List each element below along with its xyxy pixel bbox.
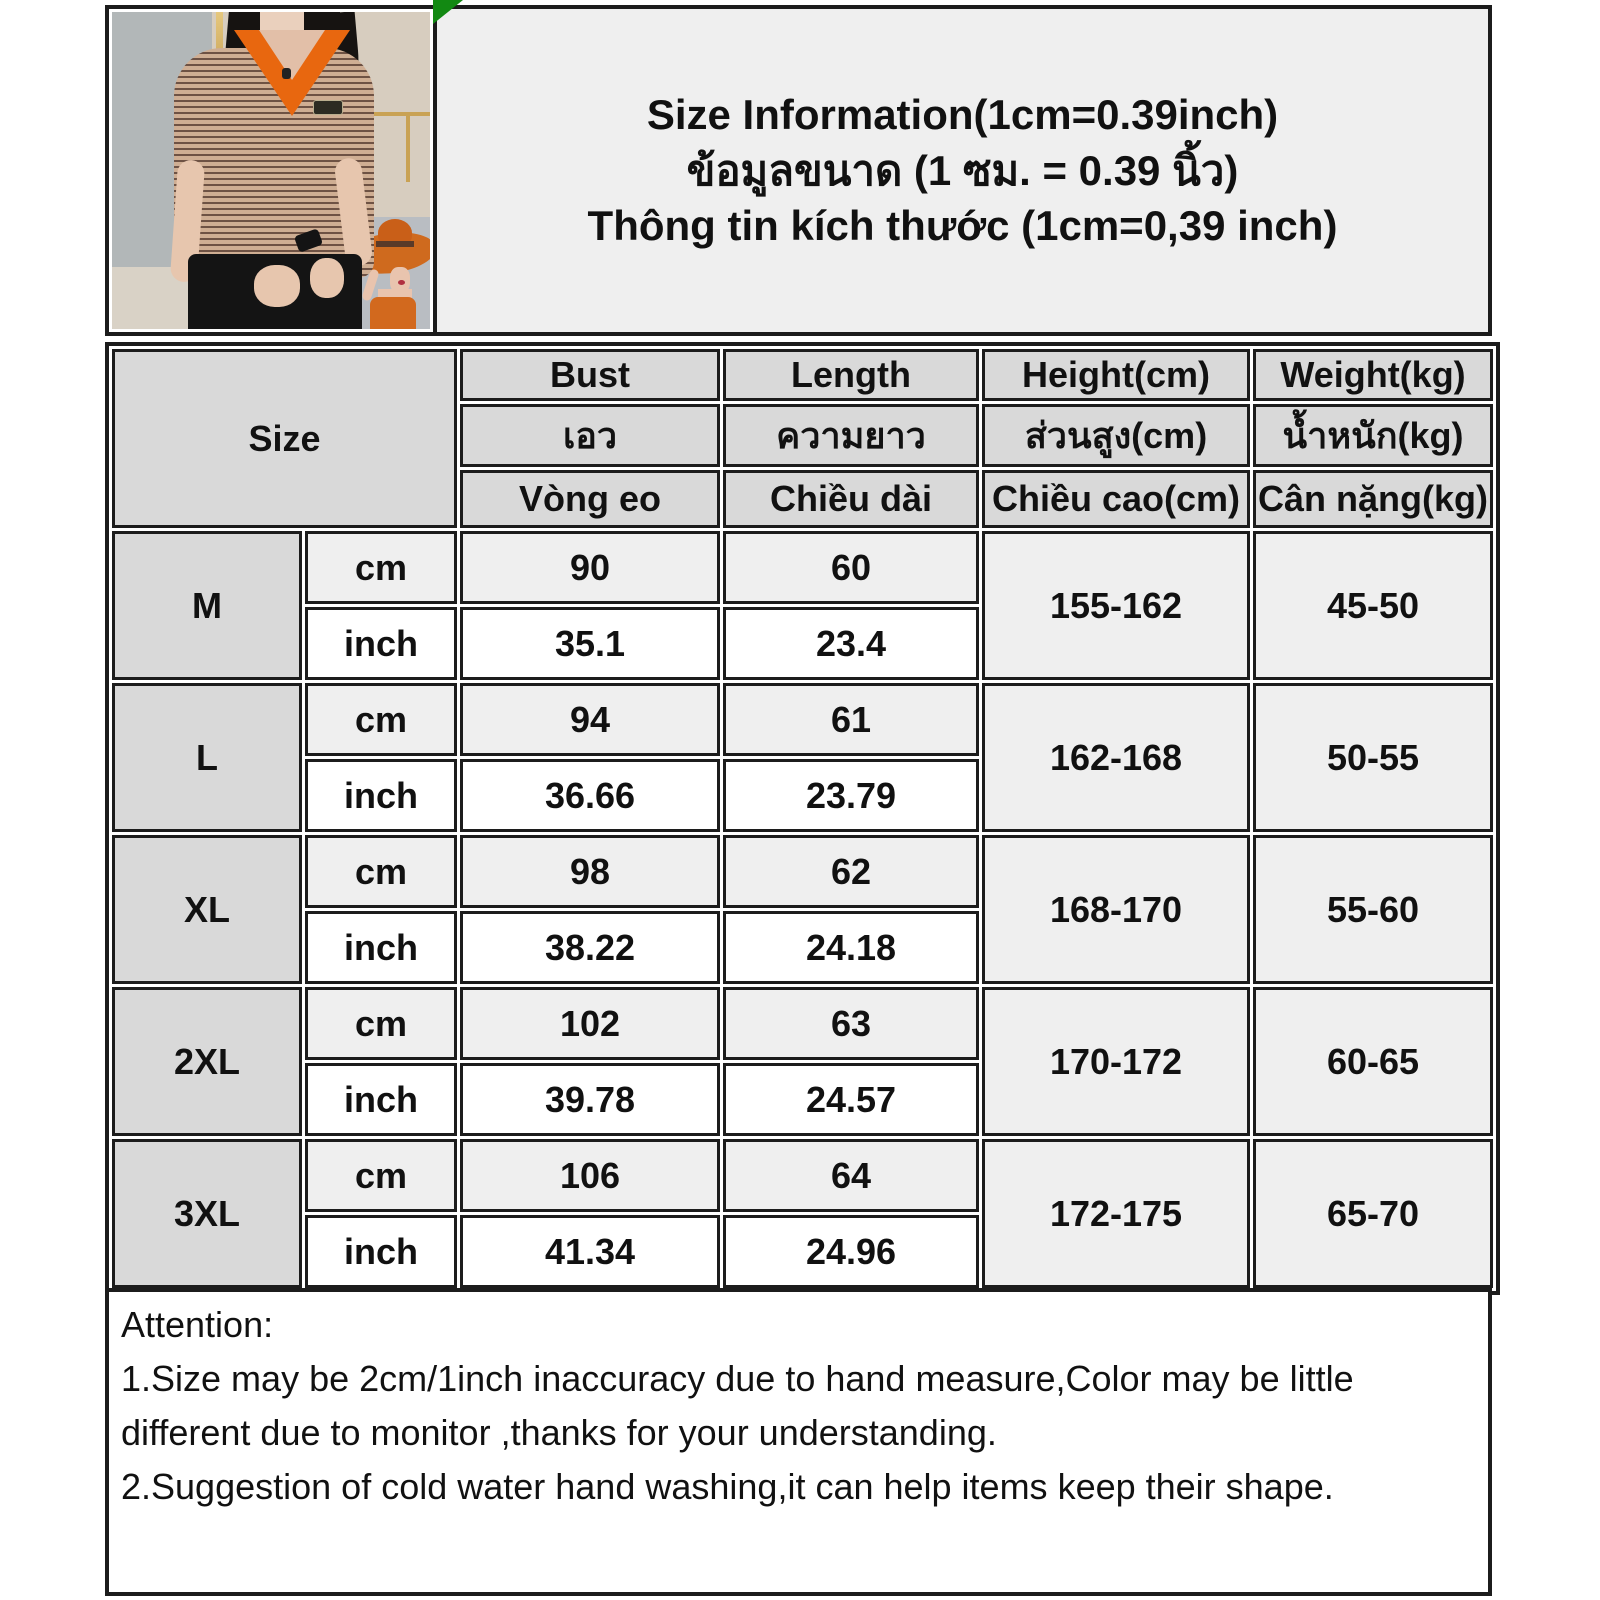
col-header-height-en: Height(cm) xyxy=(982,349,1250,401)
weight-range-value: 60-65 xyxy=(1253,987,1493,1136)
unit-label-cm: cm xyxy=(305,835,457,908)
length-cm-value: 60 xyxy=(723,531,979,604)
col-header-weight-th: น้ำหนัก(kg) xyxy=(1253,404,1493,467)
attention-heading: Attention: xyxy=(121,1304,274,1345)
bust-inch-value: 36.66 xyxy=(460,759,720,832)
height-range-value: 168-170 xyxy=(982,835,1250,984)
unit-label-inch: inch xyxy=(305,1063,457,1136)
gold-trim-line xyxy=(406,112,410,182)
height-range-value: 155-162 xyxy=(982,531,1250,680)
attention-notes xyxy=(105,1288,1492,1596)
unit-label-cm: cm xyxy=(305,1139,457,1212)
weight-range-value: 65-70 xyxy=(1253,1139,1493,1288)
attention-note-1: 1.Size may be 2cm/1inch inaccuracy due to hand measure,Color may be little different due to monitor ,thanks for your understanding. xyxy=(121,1358,1354,1453)
bust-cm-value: 106 xyxy=(460,1139,720,1212)
size-label-m: M xyxy=(112,531,302,680)
product-photo xyxy=(105,5,437,336)
col-header-height-vi: Chiều cao(cm) xyxy=(982,470,1250,528)
unit-label-cm: cm xyxy=(305,531,457,604)
length-cm-value: 63 xyxy=(723,987,979,1060)
size-information-header xyxy=(433,5,1492,336)
size-label-l: L xyxy=(112,683,302,832)
length-inch-value: 23.4 xyxy=(723,607,979,680)
title-english: Size Information(1cm=0.39inch) xyxy=(646,91,1279,139)
bust-inch-value: 41.34 xyxy=(460,1215,720,1288)
col-header-bust-en: Bust xyxy=(460,349,720,401)
length-inch-value: 24.18 xyxy=(723,911,979,984)
length-cm-value: 62 xyxy=(723,835,979,908)
poster-dress xyxy=(370,297,416,329)
product-photo-illustration xyxy=(112,12,430,329)
height-range-value: 172-175 xyxy=(982,1139,1250,1288)
size-label-2xl: 2XL xyxy=(112,987,302,1136)
weight-range-value: 45-50 xyxy=(1253,531,1493,680)
length-cm-value: 61 xyxy=(723,683,979,756)
length-inch-value: 24.96 xyxy=(723,1215,979,1288)
bust-inch-value: 39.78 xyxy=(460,1063,720,1136)
bust-cm-value: 90 xyxy=(460,531,720,604)
unit-label-inch: inch xyxy=(305,607,457,680)
col-header-bust-th: เอว xyxy=(460,404,720,467)
model-hand xyxy=(310,258,344,298)
bust-cm-value: 102 xyxy=(460,987,720,1060)
col-header-bust-vi: Vòng eo xyxy=(460,470,720,528)
bust-cm-value: 98 xyxy=(460,835,720,908)
unit-label-inch: inch xyxy=(305,1215,457,1288)
model-hand xyxy=(254,265,300,307)
col-header-length-th: ความยาว xyxy=(723,404,979,467)
size-corner-header: Size xyxy=(112,349,457,528)
col-header-length-en: Length xyxy=(723,349,979,401)
col-header-length-vi: Chiều dài xyxy=(723,470,979,528)
bust-cm-value: 94 xyxy=(460,683,720,756)
col-header-weight-vi: Cân nặng(kg) xyxy=(1253,470,1493,528)
height-range-value: 162-168 xyxy=(982,683,1250,832)
attention-note-2: 2.Suggestion of cold water hand washing,it can help items keep their shape. xyxy=(121,1466,1334,1507)
size-chart-table xyxy=(105,342,1500,1295)
col-header-weight-en: Weight(kg) xyxy=(1253,349,1493,401)
green-corner-marker-icon xyxy=(433,0,463,24)
unit-label-cm: cm xyxy=(305,683,457,756)
length-cm-value: 64 xyxy=(723,1139,979,1212)
bust-inch-value: 35.1 xyxy=(460,607,720,680)
height-range-value: 170-172 xyxy=(982,987,1250,1136)
col-header-height-th: ส่วนสูง(cm) xyxy=(982,404,1250,467)
title-vietnamese: Thông tin kích thước (1cm=0,39 inch) xyxy=(587,202,1338,250)
unit-label-inch: inch xyxy=(305,759,457,832)
weight-range-value: 55-60 xyxy=(1253,835,1493,984)
length-inch-value: 23.79 xyxy=(723,759,979,832)
poster-hat-band xyxy=(376,241,414,247)
size-label-3xl: 3XL xyxy=(112,1139,302,1288)
length-inch-value: 24.57 xyxy=(723,1063,979,1136)
chest-label xyxy=(313,100,343,115)
unit-label-cm: cm xyxy=(305,987,457,1060)
title-thai: ข้อมูลขนาด (1 ซม. = 0.39 นิ้ว) xyxy=(686,146,1239,194)
size-label-xl: XL xyxy=(112,835,302,984)
weight-range-value: 50-55 xyxy=(1253,683,1493,832)
poster-lips xyxy=(398,280,405,285)
bust-inch-value: 38.22 xyxy=(460,911,720,984)
unit-label-inch: inch xyxy=(305,911,457,984)
necklace-pendant xyxy=(282,68,291,79)
